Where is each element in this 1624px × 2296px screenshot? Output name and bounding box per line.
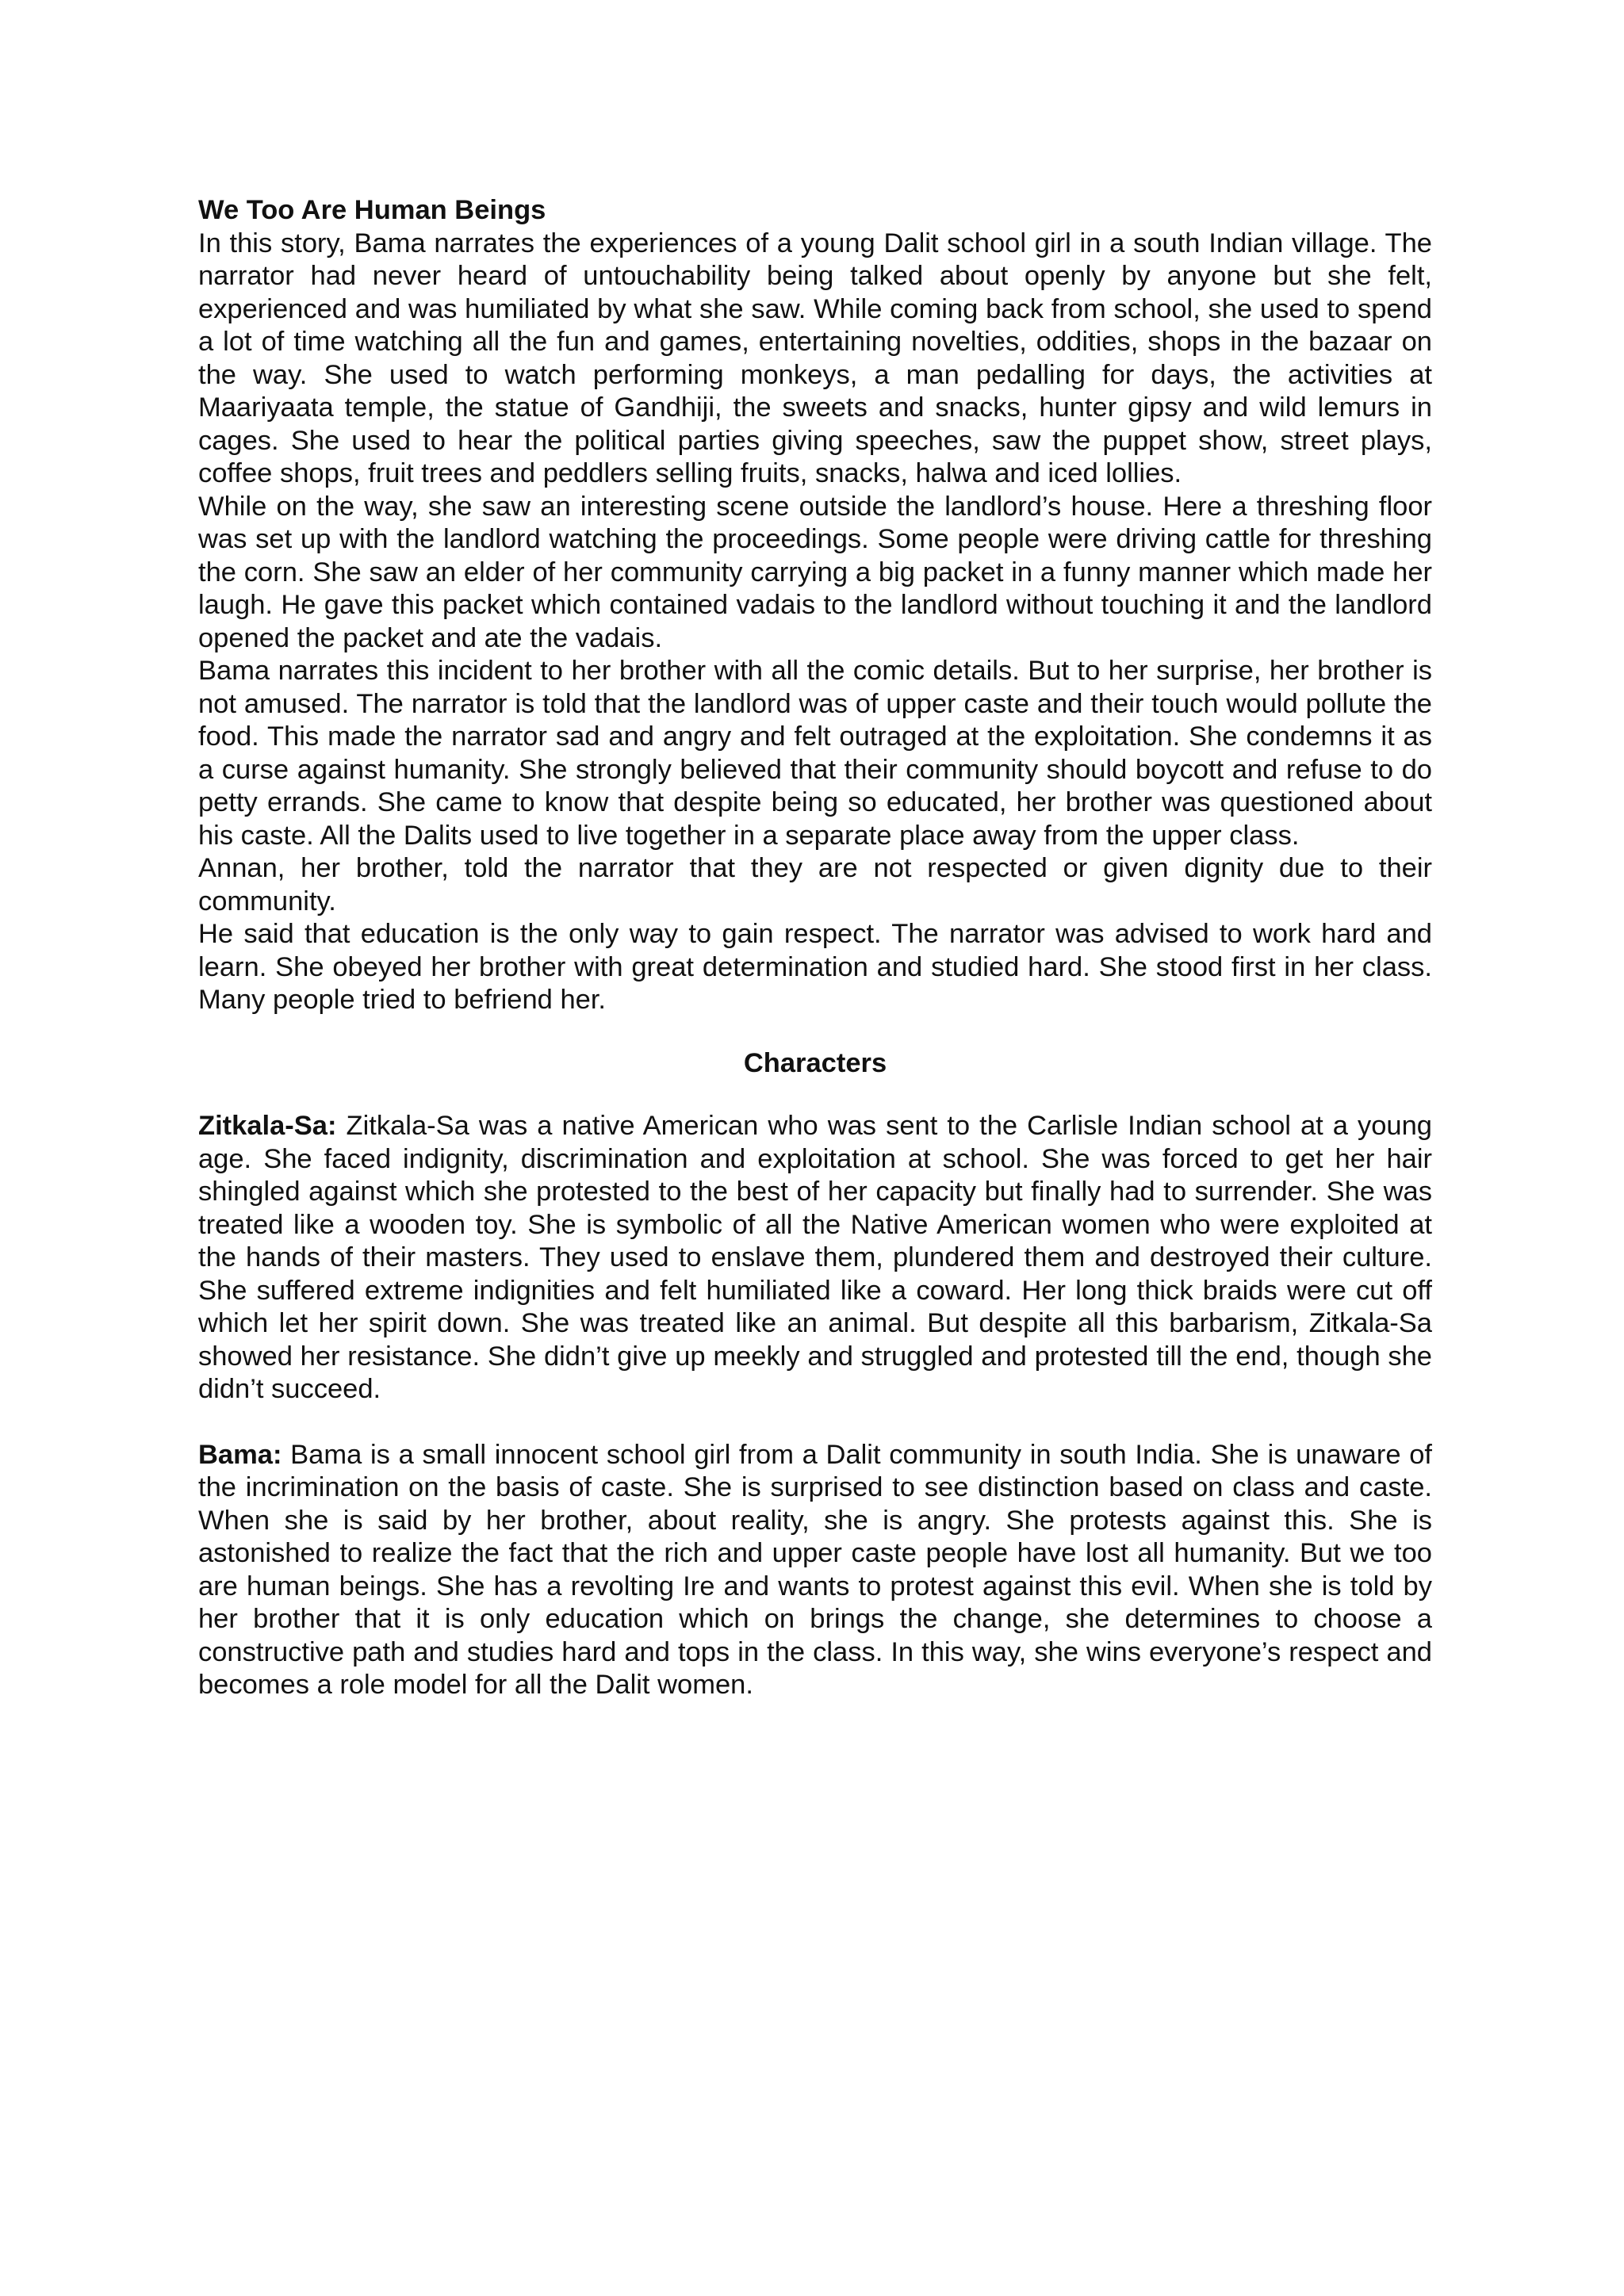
character-description: Bama is a small innocent school girl from a Dalit community in south India. She is unaware of the incrimination on the basis of caste. She is surprised to see distinction based on class and caste. When she is said by her brother, about reality, she is angry. She protests against this. She is astonished to realize the fact that the rich and upper caste people have lost all humanity. But we too are human beings. She has a revolting Ire and wants to protest against this evil. When she is told by her brother that it is only education which on brings the change, she determines to choose a constructive path and studies hard and tops in the class. In this way, she wins everyone’s respect and becomes a role model for all the Dalit women. <box>198 1439 1432 1700</box>
document-page <box>198 194 1432 1702</box>
character-entry-zitkala-sa <box>198 1110 1432 1406</box>
story-paragraph: Bama narrates this incident to her brother with all the comic details. But to her surprise, her brother is not amused. The narrator is told that the landlord was of upper caste and their touch would pollute the food. This made the narrator sad and angry and felt outraged at the exploitation. She condemns it as a curse against humanity. She strongly believed that their community should boycott and refuse to do petty errands. She came to know that despite being so educated, her brother was questioned about his caste. All the Dalits used to live together in a separate place away from the upper class. <box>198 656 1432 851</box>
character-name: Bama: <box>198 1439 282 1470</box>
story-title: We Too Are Human Beings <box>198 195 546 225</box>
story-paragraph: In this story, Bama narrates the experiences of a young Dalit school girl in a south Indian village. The narrator had never heard of untouchability being talked about openly by anyone but she felt, experienced and was humiliated by what she saw. While coming back from school, she used to spend a lot of time watching all the fun and games, entertaining novelties, oddities, shops in the bazaar on the way. She used to watch performing monkeys, a man pedalling for days, the activities at Maariyaata temple, the statue of Gandhiji, the sweets and snacks, hunter gipsy and wild lemurs in cages. She used to hear the political parties giving speeches, saw the puppet show, street plays, coffee shops, fruit trees and peddlers selling fruits, snacks, halwa and iced lollies. <box>198 228 1432 488</box>
character-name: Zitkala-Sa: <box>198 1111 337 1141</box>
character-description: Zitkala-Sa was a native American who was sent to the Carlisle Indian school at a young age. She faced indignity, discrimination and exploitation at school. She was forced to get her hair shingled against which she protested to the best of her capacity but finally had to surrender. She was treated like a wooden toy. She is symbolic of all the Native American women who were exploited at the hands of their masters. They used to enslave them, plundered them and destroyed their culture. She suffered extreme indignities and felt humiliated like a coward. Her long thick braids were cut off which let her spirit down. She was treated like an animal. But despite all this barbarism, Zitkala-Sa showed her resistance. She didn’t give up meekly and struggled and protested till the end, though she didn’t succeed. <box>198 1111 1432 1404</box>
characters-heading: Characters <box>743 1047 887 1078</box>
story-paragraph: While on the way, she saw an interesting scene outside the landlord’s house. Here a threshing floor was set up with the landlord watching the proceedings. Some people were driving cattle for threshing the corn. She saw an elder of her community carrying a big packet in a funny manner which made her laugh. He gave this packet which contained vadais to the landlord without touching it and the landlord opened the packet and ate the vadais. <box>198 491 1432 653</box>
character-entry-bama <box>198 1439 1432 1702</box>
story-paragraph: Annan, her brother, told the narrator that they are not respected or given dignity due to their community. <box>198 853 1432 916</box>
story-paragraph: He said that education is the only way to gain respect. The narrator was advised to work hard and learn. She obeyed her brother with great determination and studied hard. She stood first in her class. Many people tried to befriend her. <box>198 919 1432 1015</box>
